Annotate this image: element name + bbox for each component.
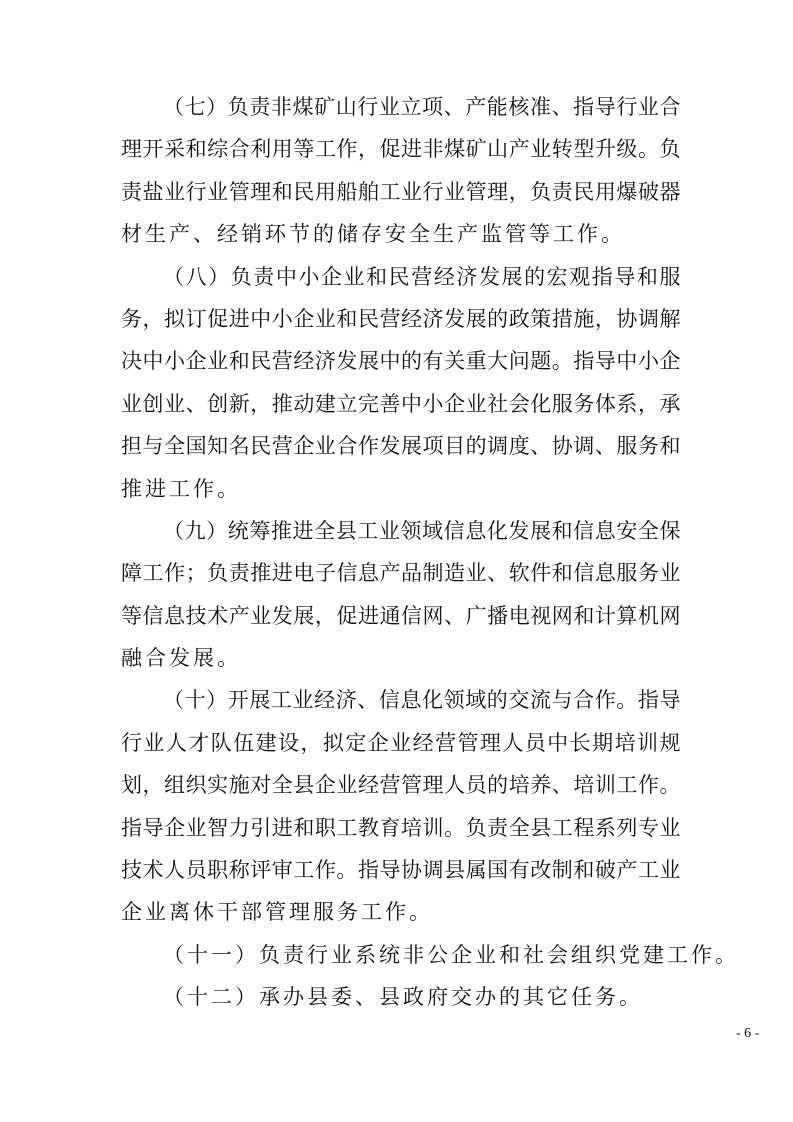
paragraph	[121, 976, 681, 1018]
text-line: 等信息技术产业发展，促进通信网、广播电视网和计算机网	[121, 603, 681, 628]
text-line: （十二）承办县委、县政府交办的其它任务。	[163, 985, 643, 1010]
text-line: 理开采和综合利用等工作，促进非煤矿山产业转型升级。负	[121, 137, 681, 162]
text-line: 划，组织实施对全县企业经营管理人员的培养、培训工作。	[121, 773, 681, 798]
document-body	[121, 86, 739, 1019]
paragraph	[121, 510, 681, 680]
paragraph	[121, 86, 681, 256]
text-line: 行业人才队伍建设，拟定企业经营管理人员中长期培训规	[121, 730, 681, 755]
text-line: （八）负责中小企业和民营经济发展的宏观指导和服	[163, 264, 681, 289]
text-line: 障工作；负责推进电子信息产品制造业、软件和信息服务业	[121, 561, 681, 586]
text-line: （九）统筹推进全县工业领域信息化发展和信息安全保	[163, 518, 681, 543]
text-line: 推进工作。	[121, 476, 241, 501]
text-line: 务，拟订促进中小企业和民营经济发展的政策措施，协调解	[121, 306, 681, 331]
text-line: 融合发展。	[121, 646, 241, 671]
text-line: （七）负责非煤矿山行业立项、产能核准、指导行业合	[163, 95, 681, 119]
paragraph	[121, 679, 681, 933]
text-line: 指导企业智力引进和职工教育培训。负责全县工程系列专业	[121, 815, 681, 840]
text-line: 担与全国知名民营企业合作发展项目的调度、协调、服务和	[121, 434, 681, 459]
text-line: （十一）负责行业系统非公企业和社会组织党建工作。	[163, 942, 739, 967]
text-line: （十）开展工业经济、信息化领域的交流与合作。指导	[163, 688, 681, 713]
text-line: 业创业、创新，推动建立完善中小企业社会化服务体系，承	[121, 391, 681, 416]
paragraph	[121, 256, 681, 510]
paragraph	[121, 934, 739, 976]
text-line: 责盐业行业管理和民用船舶工业行业管理，负责民用爆破器	[121, 179, 681, 204]
page-number: - 6 -	[736, 1026, 760, 1041]
text-line: 决中小企业和民营经济发展中的有关重大问题。指导中小企	[121, 349, 681, 374]
text-line: 企业离休干部管理服务工作。	[121, 900, 433, 925]
text-line: 技术人员职称评审工作。指导协调县属国有改制和破产工业	[121, 858, 681, 883]
text-line: 材生产、经销环节的储存安全生产监管等工作。	[121, 222, 625, 247]
